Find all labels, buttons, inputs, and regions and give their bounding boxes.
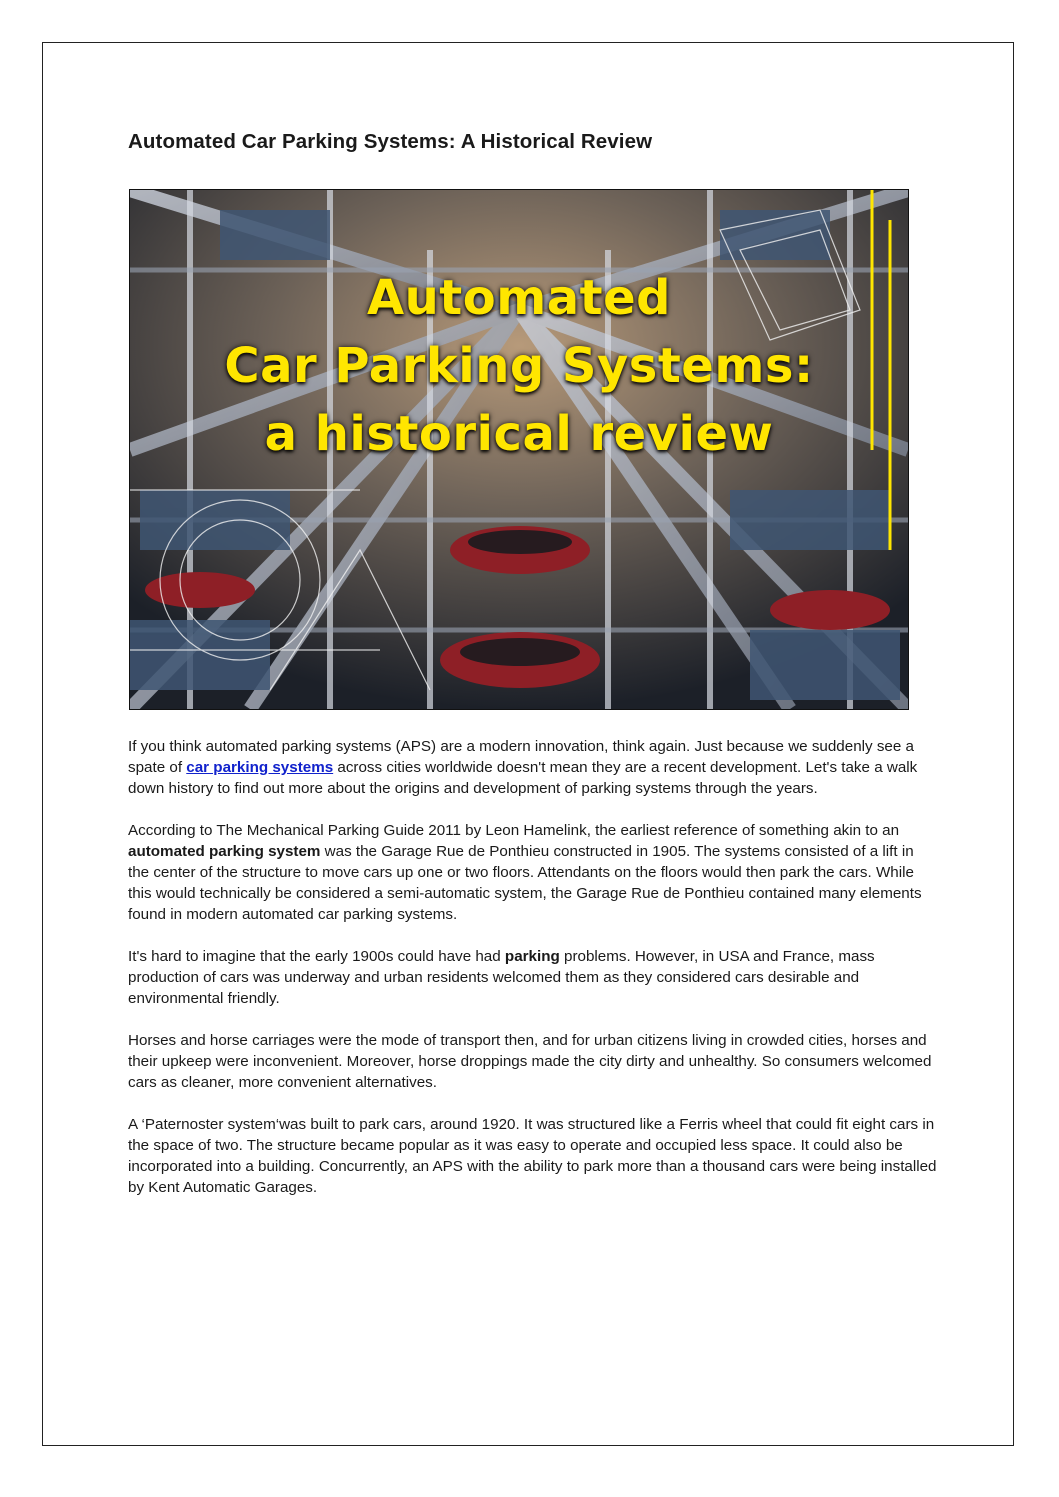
paragraph-4: Horses and horse carriages were the mode of transport then, and for urban citizens living in crowded cities, horses and their upkeep were inconvenient. Moreover, horse droppings made the city dirty and unhealthy. So consumers welcomed cars as cleaner, more convenient alternatives. bbox=[128, 1032, 932, 1091]
page-title: Automated Car Parking Systems: A Historical Review bbox=[128, 130, 653, 153]
text-run: It's hard to imagine that the early 1900s could have had bbox=[128, 948, 505, 965]
text-run: are a modern innovation, think again. Just because we suddenly see a spate of bbox=[128, 738, 914, 776]
bold-term: automated parking system bbox=[128, 843, 321, 860]
article-body bbox=[128, 736, 938, 1219]
text-run: automated parking systems (APS) bbox=[205, 738, 437, 755]
text-run: across cities worldwide doesn't mean they are a recent development. Let's take a walk down history to find out more about the origins and development of parking systems through the years. bbox=[128, 759, 918, 797]
hero-caption-line1: Automated bbox=[366, 270, 671, 326]
paragraph-3 bbox=[128, 946, 938, 1009]
hero-image bbox=[129, 189, 909, 710]
paragraph-1 bbox=[128, 736, 938, 799]
paragraph-5: A ‘Paternoster system‘was built to park cars, around 1920. It was structured like a Ferris wheel that could fit eight cars in the space of two. The structure became popular as it was easy to operate and occupied less space. It could also be incorporated into a building. Concurrently, an APS with the ability to park more than a thousand cars were being installed by Kent Automatic Garages. bbox=[128, 1116, 937, 1196]
bold-term: parking bbox=[504, 948, 560, 965]
text-run: According to The Mechanical Parking Guide 2011 by Leon Hamelink, the earliest reference of something akin to an bbox=[128, 822, 900, 839]
text-run: If you think bbox=[128, 738, 206, 755]
text-run: problems. However, in USA and France, mass production of cars was underway and urban residents welcomed them as they considered cars desirable and environmental friendly. bbox=[128, 948, 875, 1007]
hero-caption-line2: Car Parking Systems: bbox=[224, 338, 814, 394]
paragraph-2 bbox=[128, 820, 938, 925]
hero-caption bbox=[130, 264, 908, 468]
car-parking-systems-link[interactable]: car parking systems bbox=[186, 759, 334, 776]
text-run: was the Garage Rue de Ponthieu constructed in 1905. The systems consisted of a lift in the center of the structure to move cars up one or two floors. Attendants on the floors would then park the cars. While this would technically be considered a semi-automatic system, the Garage Rue de Ponthieu contained many elements found in modern automated car parking systems. bbox=[128, 843, 922, 923]
hero-caption-line3: a historical review bbox=[264, 406, 774, 462]
